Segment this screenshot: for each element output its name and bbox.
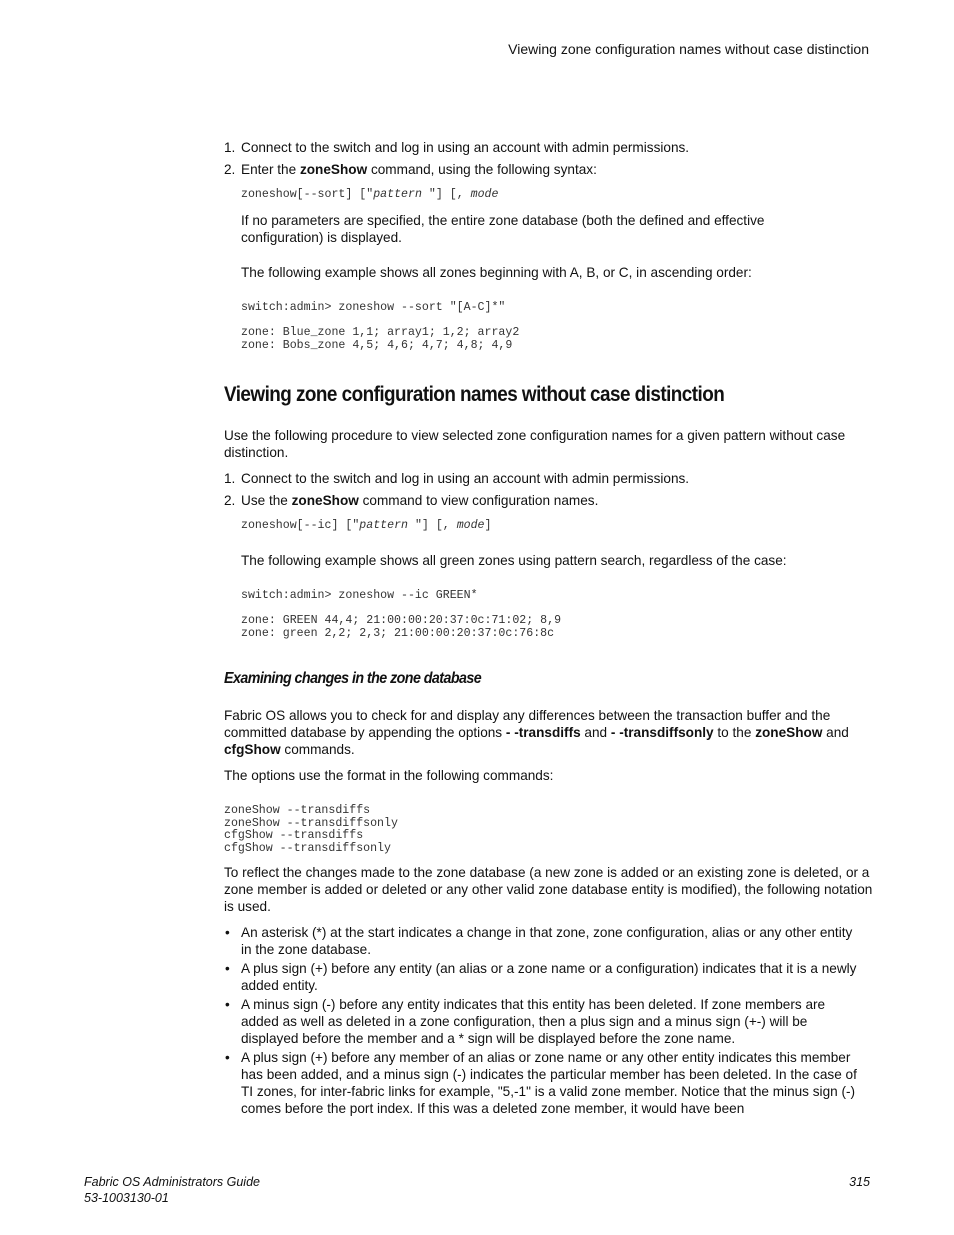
syntax-part: "] [, [407, 519, 457, 532]
code-line: zone: Blue_zone 1,1; array1; 1,2; array2 [241, 326, 520, 339]
bullet-item [225, 1049, 861, 1117]
paragraph: The options use the format in the following commands: [224, 768, 554, 783]
paragraph: The following example shows all green zones using pattern search, regardless of the case: [241, 553, 787, 568]
code-line: zone: GREEN 44,4; 21:00:00:20:37:0c:71:02; 8,9 [241, 614, 562, 627]
footer-doc-number: 53-1003130-01 [84, 1191, 169, 1205]
bullet-icon: • [225, 1050, 230, 1065]
text: and [822, 725, 849, 740]
syntax-mode: mode [470, 188, 499, 201]
text: and [580, 725, 611, 740]
text: commands. [280, 742, 355, 757]
option-transdiffs: - -transdiffs [505, 725, 581, 740]
code-line: cfgShow --transdiffsonly [224, 841, 391, 855]
step-text-pre: Use the [241, 493, 292, 508]
step-2 [224, 161, 881, 178]
step-text-post: command to view configuration names. [358, 493, 599, 508]
paragraph: To reflect the changes made to the zone database (a new zone is added or an existing zone is deleted, or a zone member is added or deleted or any other valid zone database entity is modified), the following notation is used. [224, 865, 873, 914]
step-number: 1. [224, 140, 236, 155]
syntax-pattern: pattern [373, 188, 422, 201]
bullet-text: A plus sign (+) before any entity (an alias or a zone name or a configuration) indicates that it is a newly added entity. [241, 961, 857, 993]
command-name: zoneShow [755, 725, 823, 740]
section-heading: Viewing zone configuration names without case distinction [224, 383, 725, 406]
code-line: zone: Bobs_zone 4,5; 4,6; 4,7; 4,8; 4,9 [241, 339, 513, 352]
bullet-item [225, 960, 861, 994]
command-name: zoneShow [291, 493, 359, 508]
code-line: zoneShow --transdiffs [224, 804, 371, 817]
text: Fabric OS allows you to check for and display any differences between the transaction buffer and the committed database by appending the options [224, 708, 831, 740]
syntax-part: zoneshow[--ic] [" [241, 519, 360, 532]
subsection-heading: Examining changes in the zone database [224, 670, 482, 687]
step-text-post: command, using the following syntax: [367, 162, 597, 177]
syntax-line [241, 189, 498, 202]
page-number: 315 [849, 1175, 870, 1189]
running-header: Viewing zone configuration names without case distinction [508, 41, 869, 57]
step-1 [224, 470, 881, 487]
step-number: 2. [224, 162, 236, 177]
syntax-mode: mode [456, 519, 485, 532]
step-2 [224, 492, 881, 509]
text: to the [713, 725, 756, 740]
bullet-item [225, 996, 861, 1047]
paragraph [224, 707, 874, 758]
paragraph: The following example shows all zones beginning with A, B, or C, in ascending order: [241, 265, 752, 280]
step-text: Connect to the switch and log in using an account with admin permissions. [241, 471, 690, 486]
step-number: 1. [224, 471, 236, 486]
paragraph: If no parameters are specified, the entire zone database (both the defined and effective configuration) is displayed. [241, 213, 765, 245]
bullet-text: An asterisk (*) at the start indicates a change in that zone, zone configuration, alias or any other entity in the zone database. [241, 925, 853, 957]
bullet-icon: • [225, 997, 230, 1012]
code-line: zone: green 2,2; 2,3; 21:00:00:20:37:0c:76:8c [241, 627, 555, 640]
bullet-text: A minus sign (-) before any entity indicates that this entity has been deleted. If zone members are added as well as deleted in a zone configuration, then a plus sign and a minus sign (+-) will be displayed before the member and a * sign will be displayed before the zone name. [241, 997, 826, 1046]
code-line: switch:admin> zoneshow --ic GREEN* [241, 589, 478, 602]
paragraph: Use the following procedure to view selected zone configuration names for a given pattern without case distinction. [224, 428, 846, 460]
syntax-part: zoneshow[--sort] [" [241, 188, 374, 201]
step-text-pre: Enter the [241, 162, 300, 177]
command-name: cfgShow [224, 742, 281, 757]
command-name: zoneShow [299, 162, 368, 177]
syntax-pattern: pattern [359, 519, 408, 532]
bullet-icon: • [225, 925, 230, 940]
bullet-icon: • [225, 961, 230, 976]
step-text: Connect to the switch and log in using an account with admin permissions. [241, 140, 690, 155]
syntax-line [241, 520, 492, 533]
code-line: switch:admin> zoneshow --sort "[A-C]*" [241, 301, 506, 314]
code-line: cfgShow --transdiffs [224, 829, 364, 842]
bullet-item [225, 924, 861, 958]
option-transdiffsonly: - -transdiffsonly [610, 725, 714, 740]
step-1 [224, 139, 881, 156]
code-line: zoneShow --transdiffsonly [224, 816, 398, 830]
footer-guide-title: Fabric OS Administrators Guide [84, 1175, 260, 1189]
step-number: 2. [224, 493, 236, 508]
bullet-text: A plus sign (+) before any member of an alias or zone name or any other entity indicates this member has been added, and a minus sign (-) indicates the particular member has been deleted. In the case of TI zones, for inter-fabric links for example, "5,-1" is a valid zone member. Notice that the minus sign (-) comes before the port index. If this was a deleted zone member, it would have been [241, 1050, 857, 1116]
syntax-part: "] [, [421, 188, 471, 201]
syntax-part: ] [484, 519, 492, 532]
